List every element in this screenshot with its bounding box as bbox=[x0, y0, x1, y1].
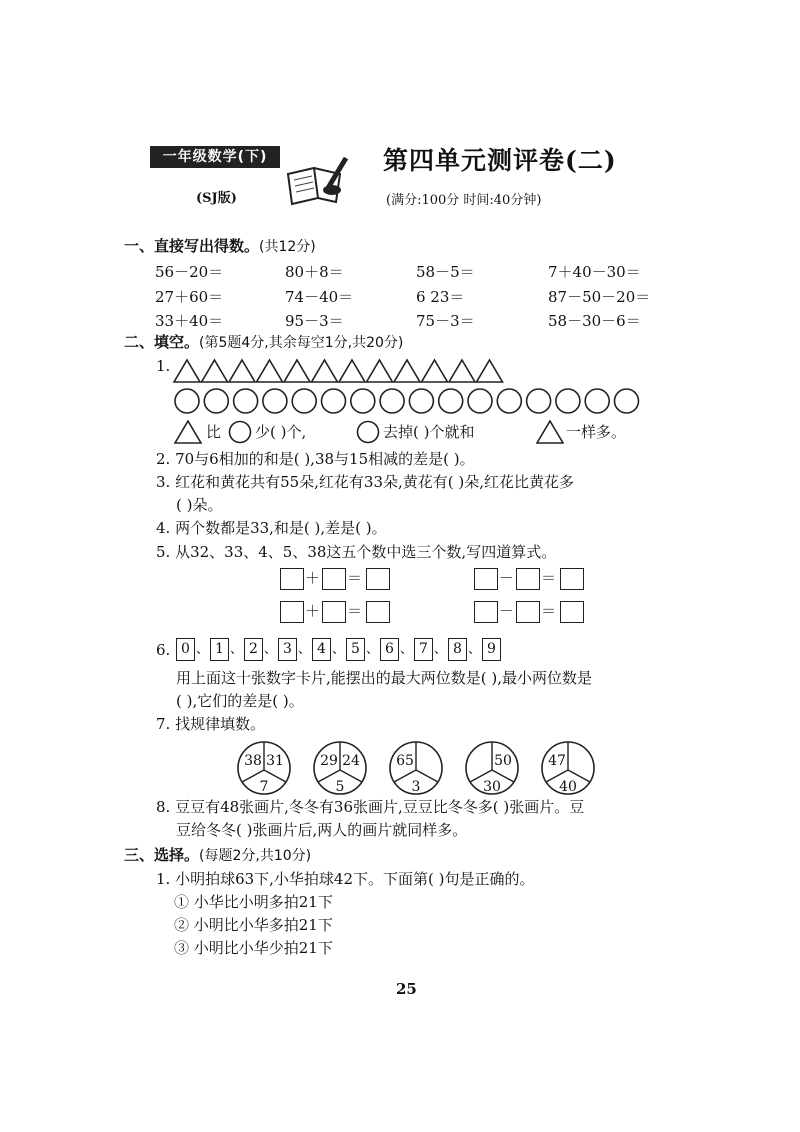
number-card: 9 bbox=[482, 638, 501, 661]
number-card: 6 bbox=[380, 638, 399, 661]
circle-shape bbox=[175, 389, 199, 413]
triangle-shape bbox=[339, 360, 365, 382]
answer-box[interactable] bbox=[560, 568, 584, 590]
grade-banner: 一年级数学(下) bbox=[150, 146, 280, 168]
number-card: 1 bbox=[210, 638, 229, 661]
answer-box[interactable] bbox=[516, 568, 540, 590]
pattern-number-tl: 38 bbox=[244, 753, 262, 769]
card-separator: 、 bbox=[434, 642, 448, 657]
pattern-circle bbox=[542, 742, 594, 795]
card-separator: 、 bbox=[196, 642, 210, 657]
card-separator: 、 bbox=[400, 642, 414, 657]
question-6-line1: 用上面这十张数字卡片,能摆出的最大两位数是( ),最小两位数是 bbox=[176, 669, 593, 687]
question-7: 7. 找规律填数。 bbox=[156, 715, 266, 733]
calc-3-4: 58－30－6＝ bbox=[548, 312, 641, 330]
section2-score: (第5题4分,其余每空1分,共20分) bbox=[199, 335, 404, 351]
calc-2-2: 74－40＝ bbox=[285, 288, 354, 306]
q1-number: 1. bbox=[156, 357, 171, 375]
triangle-shape bbox=[449, 360, 475, 382]
section3-heading bbox=[124, 845, 311, 866]
triangle-shape bbox=[174, 360, 200, 382]
answer-box[interactable] bbox=[280, 601, 304, 623]
calc-2-1: 27＋60＝ bbox=[155, 288, 224, 306]
number-cards bbox=[176, 638, 536, 662]
number-card: 5 bbox=[346, 638, 365, 661]
pattern-number-b: 5 bbox=[335, 779, 345, 795]
pattern-number-tl: 65 bbox=[396, 753, 414, 769]
circle-shape bbox=[409, 389, 433, 413]
answer-box[interactable] bbox=[516, 601, 540, 623]
circle-icon bbox=[356, 420, 380, 444]
question-2: 2. 70与6相加的和是( ),38与15相减的差是( )。 bbox=[156, 450, 475, 468]
plus-sign: ＋ bbox=[305, 602, 321, 620]
answer-box[interactable] bbox=[322, 601, 346, 623]
triangle-shape bbox=[367, 360, 393, 382]
question-8-line1: 8. 豆豆有48张画片,冬冬有36张画片,豆豆比冬冬多( )张画片。豆 bbox=[156, 798, 585, 816]
section1-title: 一、直接写出得数。 bbox=[124, 237, 260, 255]
circle-shape bbox=[292, 389, 316, 413]
card-separator: 、 bbox=[332, 642, 346, 657]
triangle-icon bbox=[536, 420, 564, 444]
triangle-shape bbox=[394, 360, 420, 382]
triangle-shape bbox=[284, 360, 310, 382]
q1-text-c: 去掉( )个就和 bbox=[383, 423, 475, 441]
answer-box[interactable] bbox=[366, 601, 390, 623]
option-2: ② 小明比小华多拍21下 bbox=[174, 916, 333, 934]
card-separator: 、 bbox=[298, 642, 312, 657]
option-1: ① 小华比小明多拍21下 bbox=[174, 893, 333, 911]
pattern-number-b: 7 bbox=[259, 779, 269, 795]
section3-title: 三、选择。 bbox=[124, 846, 200, 864]
circle-shape bbox=[556, 389, 580, 413]
triangle-icon bbox=[174, 420, 202, 444]
number-card: 0 bbox=[176, 638, 195, 661]
minus-sign: － bbox=[499, 602, 515, 620]
answer-box[interactable] bbox=[474, 568, 498, 590]
pattern-circle bbox=[390, 742, 442, 795]
calc-3-3: 75－3＝ bbox=[416, 312, 475, 330]
calc-3-2: 95－3＝ bbox=[285, 312, 344, 330]
calc-1-2: 80＋8＝ bbox=[285, 263, 344, 281]
answer-box[interactable] bbox=[560, 601, 584, 623]
q1-text-d: 一样多。 bbox=[566, 423, 627, 441]
question-3-line1: 3. 红花和黄花共有55朵,红花有33朵,黄花有( )朵,红花比黄花多 bbox=[156, 473, 575, 491]
section2-title: 二、填空。 bbox=[124, 333, 200, 351]
triangle-shape bbox=[422, 360, 448, 382]
circle-shape bbox=[468, 389, 492, 413]
question-5: 5. 从32、33、4、5、38这五个数中选三个数,写四道算式。 bbox=[156, 543, 557, 561]
calc-1-4: 7＋40－30＝ bbox=[548, 263, 641, 281]
question-3-1: 1. 小明拍球63下,小华拍球42下。下面第( )句是正确的。 bbox=[156, 870, 535, 888]
question-8-line2: 豆给冬冬( )张画片后,两人的画片就同样多。 bbox=[176, 821, 468, 839]
answer-box[interactable] bbox=[474, 601, 498, 623]
pattern-circle bbox=[466, 742, 518, 795]
circle-shape bbox=[615, 389, 639, 413]
circle-shape bbox=[263, 389, 287, 413]
equals-sign: ＝ bbox=[541, 569, 557, 587]
section2-heading bbox=[124, 332, 403, 353]
number-card: 7 bbox=[414, 638, 433, 661]
pattern-number-tr: 50 bbox=[494, 753, 512, 769]
calc-3-1: 33＋40＝ bbox=[155, 312, 224, 330]
q6-number: 6. bbox=[156, 641, 171, 659]
circle-shape bbox=[322, 389, 346, 413]
option-3: ③ 小明比小华少拍21下 bbox=[174, 939, 333, 957]
pattern-circle bbox=[238, 742, 290, 795]
section1-score: (共12分) bbox=[259, 239, 316, 255]
pattern-number-b: 3 bbox=[411, 779, 421, 795]
circle-shape bbox=[585, 389, 609, 413]
calc-1-3: 58－5＝ bbox=[416, 263, 475, 281]
edition-label: (SJ版) bbox=[196, 191, 237, 206]
section1-heading bbox=[124, 236, 316, 257]
question-4: 4. 两个数都是33,和是( ),差是( )。 bbox=[156, 519, 387, 537]
pattern-number-tr: 24 bbox=[342, 753, 360, 769]
circle-icon bbox=[228, 420, 252, 444]
card-separator: 、 bbox=[366, 642, 380, 657]
page-number: 25 bbox=[396, 980, 417, 998]
pattern-circles bbox=[230, 738, 610, 798]
triangle-shape bbox=[312, 360, 338, 382]
page-title: 第四单元测评卷(二) bbox=[383, 146, 617, 175]
equals-sign: ＝ bbox=[541, 602, 557, 620]
calc-2-4: 87－50－20＝ bbox=[548, 288, 651, 306]
triangle-shape bbox=[202, 360, 228, 382]
calc-2-3: 6 23＝ bbox=[416, 288, 465, 306]
circle-shape bbox=[204, 389, 228, 413]
pattern-circle bbox=[314, 742, 366, 795]
number-card: 2 bbox=[244, 638, 263, 661]
exam-info: (满分:100分 时间:40分钟) bbox=[386, 193, 542, 208]
number-card: 8 bbox=[448, 638, 467, 661]
q1-text-b: 少( )个, bbox=[255, 423, 307, 441]
minus-sign: － bbox=[499, 569, 515, 587]
equals-sign: ＝ bbox=[347, 602, 363, 620]
circle-shape bbox=[439, 389, 463, 413]
card-separator: 、 bbox=[468, 642, 482, 657]
circle-shape bbox=[380, 389, 404, 413]
pattern-number-b: 30 bbox=[483, 779, 501, 795]
triangle-shape bbox=[229, 360, 255, 382]
triangle-shape bbox=[477, 360, 503, 382]
circle-shape bbox=[527, 389, 551, 413]
number-card: 4 bbox=[312, 638, 331, 661]
circle-shape bbox=[497, 389, 521, 413]
circle-shape bbox=[234, 389, 258, 413]
card-separator: 、 bbox=[264, 642, 278, 657]
equals-sign: ＝ bbox=[347, 569, 363, 587]
answer-box[interactable] bbox=[322, 568, 346, 590]
plus-sign: ＋ bbox=[305, 569, 321, 587]
q1-text-a: 比 bbox=[206, 423, 222, 441]
pattern-number-b: 40 bbox=[559, 779, 577, 795]
calc-1-1: 56－20＝ bbox=[155, 263, 224, 281]
book-pen-icon bbox=[284, 152, 354, 210]
card-separator: 、 bbox=[230, 642, 244, 657]
circle-shape bbox=[351, 389, 375, 413]
number-card: 3 bbox=[278, 638, 297, 661]
section3-score: (每题2分,共10分) bbox=[199, 848, 312, 864]
pattern-number-tl: 47 bbox=[548, 753, 566, 769]
question-6-line2: ( ),它们的差是( )。 bbox=[176, 692, 304, 710]
answer-box[interactable] bbox=[280, 568, 304, 590]
pattern-number-tr: 31 bbox=[266, 753, 284, 769]
triangle-shape bbox=[257, 360, 283, 382]
answer-box[interactable] bbox=[366, 568, 390, 590]
question-3-line2: ( )朵。 bbox=[176, 496, 223, 514]
pattern-number-tl: 29 bbox=[320, 753, 338, 769]
